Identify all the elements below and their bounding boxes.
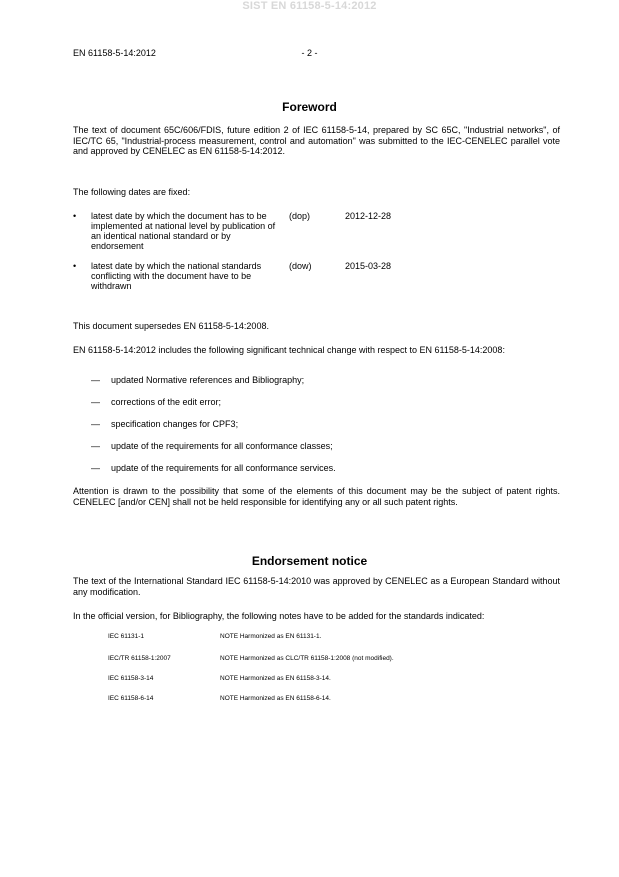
change-item [91,463,336,473]
note-text: NOTE Harmonized as CLC/TR 61158-1:2008 (not modified). [220,655,394,662]
date-item-text: latest date by which the document has to be implemented at national level by publication of an identical national standard or by endorsement [91,211,276,251]
note-text: NOTE Harmonized as EN 61158-6-14. [220,695,331,702]
date-item-text: latest date by which the national standards conflicting with the document have to be withdrawn [91,261,262,291]
changes-intro: EN 61158-5-14:2012 includes the following significant technical change with respect to EN 61158-5-14:2008: [73,345,505,355]
dash-icon: — [91,419,100,429]
endorsement-text: The text of the International Standard IEC 61158-5-14:2010 was approved by CENELEC as a European Standard without any modification. [73,576,560,597]
bullet-icon: • [73,261,77,271]
change-item-text: corrections of the edit error; [111,397,222,407]
change-item-text: updated Normative references and Bibliography; [111,375,305,385]
date-item-code: (dow) [289,261,312,271]
change-item [91,397,221,407]
header-page-number: - 2 - [301,48,318,58]
bibliography-intro: In the official version, for Bibliography, the following notes have to be added for the standards indicated: [73,611,485,621]
foreword-intro: The text of document 65C/606/FDIS, future edition 2 of IEC 61158-5-14, prepared by SC 65C, "Industrial networks", of IEC/TC 65, "Industrial-process measurement, control and automation" was submitted to the IEC-CENELEC parallel vote and approved by CENELEC as EN 61158-5-14:2012. [73,125,560,156]
watermark: SIST EN 61158-5-14:2012 [242,0,377,12]
dash-icon: — [91,397,100,407]
note-standard: IEC/TR 61158-1:2007 [108,655,171,662]
change-item [91,375,304,385]
date-item-code: (dop) [289,211,311,221]
foreword-title: Foreword [282,100,337,114]
dash-icon: — [91,441,100,451]
header-doc-id: EN 61158-5-14:2012 [73,48,156,58]
dates-intro: The following dates are fixed: [73,187,191,197]
patent-notice: Attention is drawn to the possibility that some of the elements of this document may be the subject of patent rights. CENELEC [and/or CEN] shall not be held responsible for identifying any or all such patent rights. [73,486,560,507]
dash-icon: — [91,375,100,385]
change-item [91,419,238,429]
note-standard: IEC 61158-6-14 [108,695,154,702]
date-item-date: 2012-12-28 [345,211,392,221]
bullet-icon: • [73,211,77,221]
dash-icon: — [91,463,100,473]
note-standard: IEC 61131-1 [108,633,145,640]
date-item-date: 2015-03-28 [345,261,392,271]
note-text: NOTE Harmonized as EN 61131-1. [220,633,322,640]
change-item [91,441,333,451]
change-item-text: update of the requirements for all conformance services. [111,463,336,473]
note-standard: IEC 61158-3-14 [108,675,154,682]
change-item-text: specification changes for CPF3; [111,419,239,429]
endorsement-title: Endorsement notice [251,554,368,568]
supersedes-text: This document supersedes EN 61158-5-14:2008. [73,321,269,331]
note-text: NOTE Harmonized as EN 61158-3-14. [220,675,331,682]
change-item-text: update of the requirements for all conformance classes; [111,441,333,451]
